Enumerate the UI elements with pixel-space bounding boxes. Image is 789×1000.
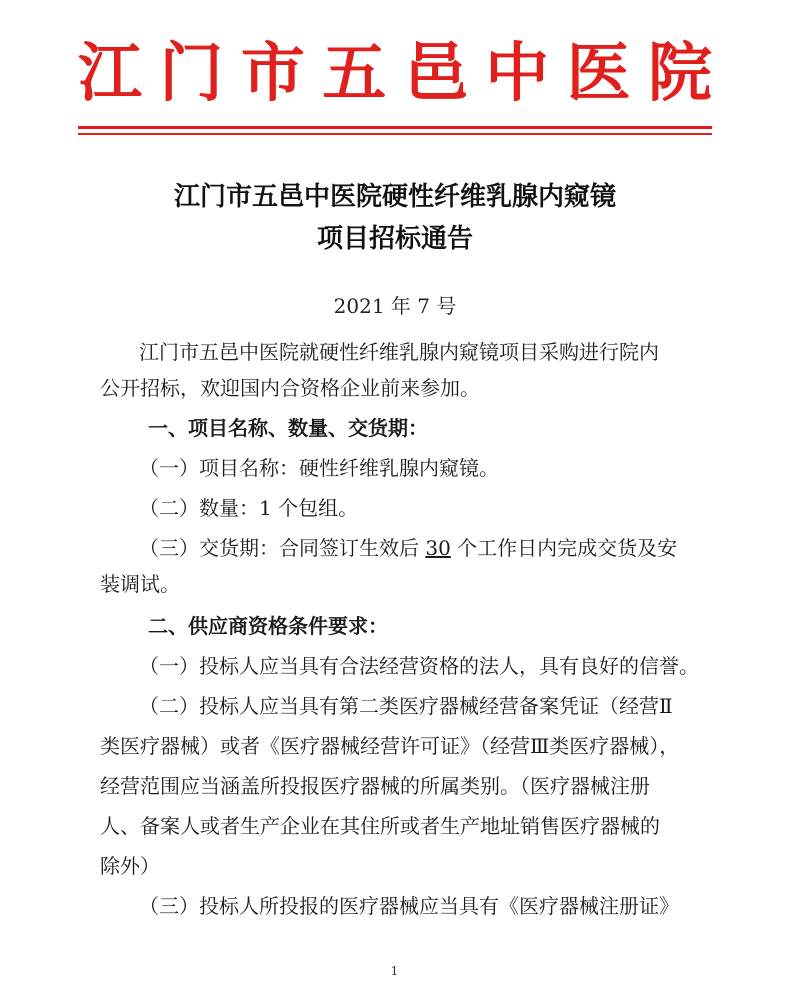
page-number: 1: [390, 964, 399, 978]
masthead-char: 五: [322, 36, 387, 111]
masthead-divider-thin: [78, 133, 712, 135]
document-date: 2021 年 7 号: [333, 294, 457, 318]
section1-item3: [139, 532, 677, 561]
masthead-char: 江: [78, 36, 142, 111]
masthead-divider-thick: [78, 126, 712, 129]
masthead-char: 院: [647, 36, 712, 111]
masthead-char: 门: [159, 36, 224, 111]
masthead-char: 邑: [403, 36, 468, 111]
delivery-days: 30: [425, 536, 451, 560]
section2-item2-line3: 经营范围应当涵盖所投报医疗器械的所属类别。（医疗器械注册: [100, 774, 650, 798]
document-title-line2: 项目招标通告: [316, 224, 473, 254]
section1-item3-post: 个工作日内完成交货及安: [450, 536, 678, 560]
section2-heading: 二、供应商资格条件要求：: [148, 614, 388, 638]
masthead-char: 市: [240, 36, 305, 111]
document-title-line1: 江门市五邑中医院硬性纤维乳腺内窥镜: [173, 182, 616, 212]
section1-item3-line2: 装调试。: [100, 572, 180, 596]
section1-item3-pre: （三）交货期：合同签订生效后: [139, 536, 426, 560]
masthead-char: 医: [566, 36, 631, 111]
section2-item3-line1: （三）投标人所投报的医疗器械应当具有《医疗器械注册证》: [139, 894, 679, 918]
masthead: [78, 32, 712, 116]
intro-line1: 江门市五邑中医院就硬性纤维乳腺内窥镜项目采购进行院内: [139, 340, 659, 364]
section1-item2: （二）数量：1 个包组。: [139, 496, 359, 520]
section2-item2-line2: 类医疗器械）或者《医疗器械经营许可证》（经营Ⅲ类医疗器械），: [100, 734, 680, 758]
section2-item1: （一）投标人应当具有合法经营资格的法人，具有良好的信誉。: [139, 654, 699, 678]
section2-item2-line4: 人、备案人或者生产企业在其住所或者生产地址销售医疗器械的: [100, 814, 660, 838]
intro-line2: 公开招标，欢迎国内合资格企业前来参加。: [100, 376, 480, 400]
section1-item1: （一）项目名称：硬性纤维乳腺内窥镜。: [139, 456, 499, 480]
section2-item2-line1: （二）投标人应当具有第二类医疗器械经营备案凭证（经营Ⅱ: [139, 694, 673, 718]
section2-item2-line5: 除外）: [100, 854, 160, 878]
section1-heading: 一、项目名称、数量、交货期：: [148, 416, 428, 440]
masthead-char: 中: [485, 36, 550, 111]
